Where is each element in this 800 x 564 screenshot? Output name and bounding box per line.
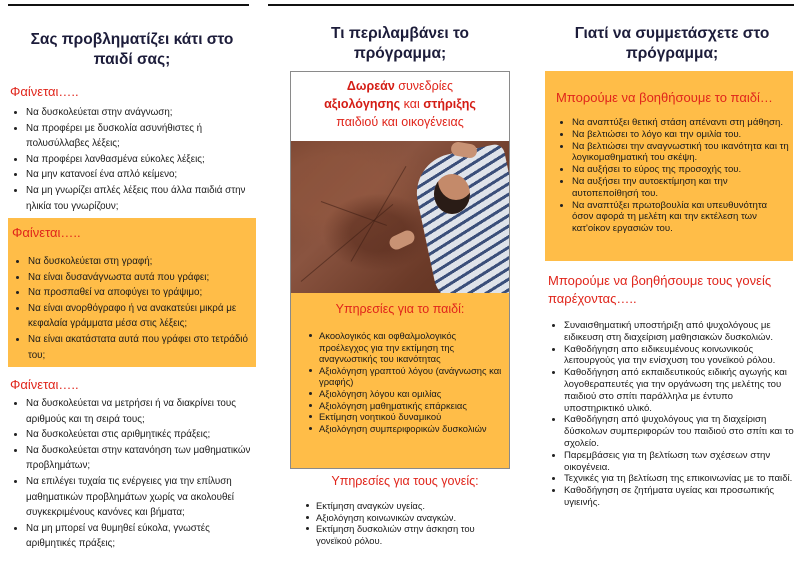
- parent-services-list: [300, 500, 510, 546]
- math-section: [10, 377, 262, 552]
- parent-help-list: [548, 320, 794, 509]
- headline-text: συνεδρίες: [394, 79, 454, 93]
- parent-help-section: [548, 272, 794, 509]
- child-services-list: [305, 330, 505, 434]
- list-item: Να δυσκολεύεται στην ανάγνωση;: [10, 105, 260, 121]
- list-item: Να δυσκολεύεται στη γραφή;: [12, 254, 254, 270]
- list-item: Να μην κατανοεί ένα απλό κείμενο;: [10, 167, 260, 183]
- list-item: Να είναι δυσανάγνωστα αυτά που γράφει;: [12, 270, 254, 286]
- list-item: Να αυξήσει το εύρος της προσοχής του.: [556, 164, 790, 176]
- list-item: Καθοδήγηση από ψυχολόγους για τη διαχείριση δύσκολων συμπεριφορών του παιδιού στο σπίτι και το σχολείο.: [548, 414, 794, 449]
- writing-section: [12, 225, 254, 363]
- list-item: Αξιολόγηση μαθηματικής επάρκειας: [305, 400, 505, 412]
- list-item: Εκτίμηση αναγκών υγείας.: [302, 500, 510, 512]
- top-rule-left: [8, 4, 249, 6]
- photo-figure: [434, 174, 470, 214]
- parent-help-title: Μπορούμε να βοηθήσουμε τους γονείς παρέχοντας…..: [548, 273, 772, 306]
- child-help-section: [556, 90, 790, 235]
- list-item: Να προφέρει λανθασμένα εύκολες λέξεις;: [10, 152, 260, 168]
- support-label: στήριξης: [423, 97, 476, 111]
- reading-list: [10, 105, 260, 214]
- list-item: Αξιολόγηση γραπτού λόγου (ανάγνωσης και γραφής): [305, 365, 505, 388]
- list-item: Να βελτιώσει το λόγο και την ομιλία του.: [556, 129, 790, 141]
- section-title: Φαίνεται…..: [10, 84, 79, 99]
- list-item: Να μη γνωρίζει απλές λέξεις που άλλα παιδιά στην ηλικία του γνωρίζουν;: [10, 183, 260, 214]
- list-item: Να προφέρει με δυσκολία ασυνήθιστες ή πολυσύλλαβες λέξεις;: [10, 121, 260, 152]
- center-heading: Τι περιλαμβάνει το πρόγραμμα;: [331, 25, 469, 62]
- list-item: Να είναι ακατάστατα αυτά που γράφει στο τετράδιό του;: [12, 332, 254, 363]
- list-item: Καθοδήγηση σε ζητήματα υγείας και προσωπικής υγιεινής.: [548, 485, 794, 509]
- section-title: Φαίνεται…..: [12, 225, 81, 240]
- panel-headline: [291, 72, 509, 141]
- list-item: Εκτίμηση νοητικού δυναμικού: [305, 411, 505, 423]
- child-help-title: Μπορούμε να βοηθήσουμε το παιδί…: [556, 90, 773, 105]
- list-item: Καθοδήγηση απο ειδικευμένους κοινωνικούς λειτουργούς για την ενίσχυση του γονεϊκού ρόλου.: [548, 344, 794, 368]
- list-item: Αξιολόγηση συμπεριφορικών δυσκολιών: [305, 423, 505, 435]
- photo-figure: [409, 143, 510, 309]
- parent-services: [300, 474, 510, 546]
- photo-figure: [387, 228, 416, 252]
- list-item: Να δυσκολεύεται να μετρήσει ή να διακρίνει τους αριθμούς και τη σειρά τους;: [10, 396, 262, 427]
- list-item: Εκτίμηση δυσκολιών στην άσκηση του γονεϊκού ρόλου.: [302, 523, 510, 546]
- headline-text: παιδιού και οικογένειας: [336, 115, 464, 129]
- list-item: Να δυσκολεύεται στις αριθμητικές πράξεις;: [10, 427, 262, 443]
- headline-text: και: [400, 97, 424, 111]
- math-list: [10, 396, 262, 552]
- list-item: Τεχνικές για τη βελτίωση της επικοινωνίας με το παιδί.: [548, 473, 794, 485]
- list-item: Αξιολόγηση λόγου και ομιλίας: [305, 388, 505, 400]
- child-photo: [291, 141, 509, 293]
- list-item: Να είναι ανορθόγραφο ή να ανακατεύει μικρά με κεφαλαία γράμματα μέσα στις λέξεις;: [12, 301, 254, 332]
- list-item: Να αυξήσει την αυτοεκτίμηση και την αυτοπεποίθησή του.: [556, 176, 790, 200]
- right-heading: Γιατί να συμμετάσχετε στο πρόγραμμα;: [574, 25, 770, 62]
- list-item: Να αναπτύξει θετική στάση απέναντι στη μάθηση.: [556, 117, 790, 129]
- list-item: Παρεμβάσεις για τη βελτίωση των σχέσεων στην οικογένεια.: [548, 450, 794, 474]
- parent-services-title: Υπηρεσίες για τους γονείς:: [331, 474, 479, 488]
- list-item: Συναισθηματική υποστήριξη από ψυχολόγους με ειδικευση στη διαχείριση μαθησιακών δυσκολιών.: [548, 320, 794, 344]
- photo-detail: [301, 204, 394, 282]
- list-item: Καθοδήγηση από εκπαιδευτικούς ειδικής αγωγής και λογοθεραπευτές για την οργάνωση της μελέτης του παιδιού στο σπίτι παράλληλα με έντυπο υποστηρικτικό υλικό.: [548, 367, 794, 414]
- list-item: Να αναπτύξει πρωτοβουλία και υπευθυνότητα όσον αφορά τη μελέτη και την εκτέλεση των κατ'οίκον εργασιών του.: [556, 200, 790, 235]
- list-item: Να βελτιώσει την αναγνωστική του ικανότητα και τη λογικομαθηματική του σκέψη.: [556, 141, 790, 165]
- section-title: Φαίνεται…..: [10, 377, 79, 392]
- list-item: Να προσπαθεί να αποφύγει το γράψιμο;: [12, 285, 254, 301]
- writing-list: [12, 254, 254, 363]
- free-label: Δωρεάν: [346, 79, 395, 93]
- list-item: Αξιολόγηση κοινωνικών αναγκών.: [302, 512, 510, 524]
- child-services-box: [291, 293, 509, 469]
- assessment-label: αξιολόγησης: [324, 97, 401, 111]
- child-help-list: [556, 117, 790, 235]
- list-item: Να δυσκολεύεται στην κατανόηση των μαθηματικών προβλημάτων;: [10, 443, 262, 474]
- list-item: Ακοολογικός και οφθαλμολογικός προέλεγχος για την εκτίμηση της αναγνωστικής του ικανότητας: [305, 330, 505, 365]
- list-item: Να μη μπορεί να θυμηθεί εύκολα, γνωστές αριθμητικές πράξεις;: [10, 521, 262, 552]
- list-item: Να επιλέγει τυχαία τις ενέργειες για την επίλυση μαθηματικών προβλημάτων χωρίς να ακολουθεί συγκεκριμένους κανόνες και βήματα;: [10, 474, 262, 521]
- reading-section: [10, 84, 260, 214]
- child-services-title: Υπηρεσίες για το παιδί:: [335, 302, 465, 316]
- left-heading: Σας προβληματίζει κάτι στο παιδί σας;: [30, 31, 234, 68]
- top-rule-right: [268, 4, 794, 6]
- program-panel: [290, 71, 510, 469]
